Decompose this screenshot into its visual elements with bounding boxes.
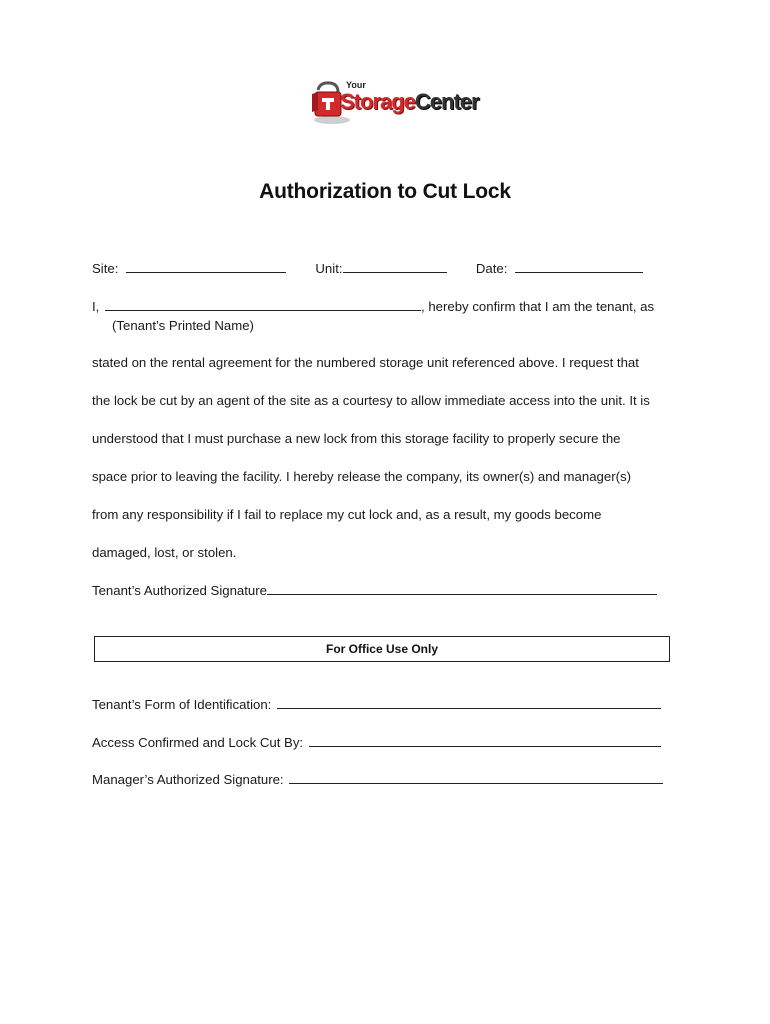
tenant-name-row xyxy=(92,298,654,314)
unit-field[interactable] xyxy=(343,260,447,273)
tenant-signature-field[interactable] xyxy=(267,582,657,595)
access-confirmed-row xyxy=(92,734,661,750)
manager-signature-row xyxy=(92,771,663,787)
logo-wordmark xyxy=(340,89,479,115)
access-confirmed-field[interactable] xyxy=(309,734,661,747)
site-field[interactable] xyxy=(126,260,286,273)
manager-signature-label: Manager’s Authorized Signature: xyxy=(92,772,284,787)
identification-row xyxy=(92,696,661,712)
agreement-paragraph-line: from any responsibility if I fail to replace my cut lock and, as a result, my goods become xyxy=(92,507,602,522)
tenant-signature-row xyxy=(92,582,657,598)
unit-label: Unit: xyxy=(315,261,343,276)
agreement-paragraph-line: the lock be cut by an agent of the site as a courtesy to allow immediate access into the unit. It is xyxy=(92,393,650,408)
logo-storage-text: Storage xyxy=(340,89,415,114)
access-confirmed-label: Access Confirmed and Lock Cut By: xyxy=(92,735,304,750)
office-use-box xyxy=(94,636,670,662)
site-unit-date-row xyxy=(92,260,643,276)
agreement-paragraph-line: damaged, lost, or stolen. xyxy=(92,545,237,560)
identification-field[interactable] xyxy=(277,696,661,709)
tenant-prefix: I, xyxy=(92,299,100,314)
storage-center-logo xyxy=(310,80,479,128)
site-label: Site: xyxy=(92,261,119,276)
agreement-paragraph-line: stated on the rental agreement for the numbered storage unit referenced above. I request that xyxy=(92,355,639,370)
date-label: Date: xyxy=(475,261,508,276)
manager-signature-field[interactable] xyxy=(289,771,663,784)
tenant-name-caption: (Tenant’s Printed Name) xyxy=(112,318,254,333)
document-title: Authorization to Cut Lock xyxy=(259,180,511,203)
tenant-confirm-text: , hereby confirm that I am the tenant, as xyxy=(421,299,655,314)
identification-label: Tenant’s Form of Identification: xyxy=(92,697,272,712)
agreement-paragraph-line: space prior to leaving the facility. I hereby release the company, its owner(s) and manager(s) xyxy=(92,469,631,484)
tenant-signature-label: Tenant’s Authorized Signature xyxy=(92,583,267,598)
date-field[interactable] xyxy=(515,260,643,273)
tenant-printed-name-field[interactable] xyxy=(105,298,421,311)
logo-your-text: Your xyxy=(346,80,366,90)
agreement-paragraph-line: understood that I must purchase a new lock from this storage facility to properly secure the xyxy=(92,431,621,446)
office-use-label: For Office Use Only xyxy=(325,642,439,656)
logo-center-text: Center xyxy=(414,89,479,114)
